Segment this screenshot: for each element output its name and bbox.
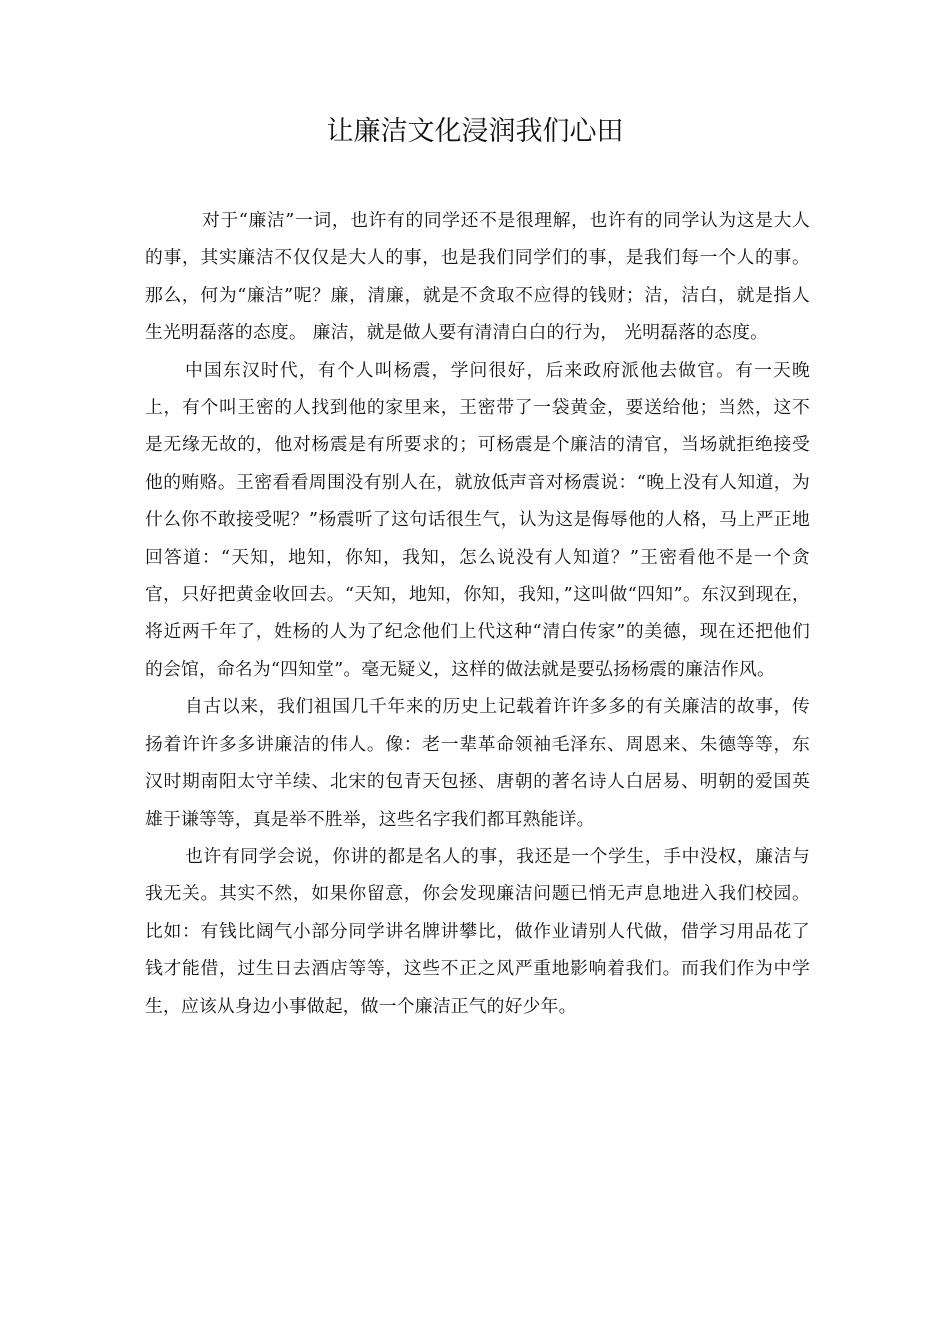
paragraph-yang-zhen-story: 中国东汉时代，有个人叫杨震，学问很好，后来政府派他去做官。有一天晚上，有个叫王密的人找到他的家里来，王密带了一袋黄金，要送给他；当然，这不是无缘无故的，他对杨震是有所要求的；可杨震是个廉洁的清官，当场就拒绝接受他的贿赂。王密看看周围没有别人在，就放低声音对杨震说：“晚上没有人知道，为什么你不敢接受呢？”杨震听了这句话很生气，认为这是侮辱他的人格，马上严正地回答道：“天知，地知，你知，我知，怎么说没有人知道？”王密看他不是一个贪官，只好把黄金收回去。“天知，地知，你知，我知，”这叫做“四知”。东汉到现在，将近两千年了，姓杨的人为了纪念他们上代这种“清白传家”的美德，现在还把他们的会馆，命名为“四知堂”。毫无疑义，这样的做法就是要弘扬杨震的廉洁作风。 — [145, 359, 810, 680]
paragraph-students: 也许有同学会说，你讲的都是名人的事，我还是一个学生，手中没权，廉洁与我无关。其实不然，如果你留意，你会发现廉洁问题已悄无声息地进入我们校园。比如：有钱比阔气小部分同学讲名牌讲攀比，做作业请别人代做，借学习用品花了钱才能借，过生日去酒店等等，这些不正之风严重地影响着我们。而我们作为中学生，应该从身边小事做起，做一个廉洁正气的好少年。 — [145, 845, 810, 1017]
paragraph-intro: 对于“廉洁”一词，也许有的同学还不是很理解，也许有的同学认为这是大人的事，其实廉洁不仅仅是大人的事，也是我们同学们的事，是我们每一个人的事。那么，何为“廉洁”呢？廉，清廉，就是不贪取不应得的钱财；洁，洁白，就是指人生光明磊落的态度。 廉洁，就是做人要有清清白白的行为， 光明磊落的态度。 — [145, 210, 810, 344]
document-body — [145, 202, 810, 1025]
document-title: 让廉洁文化浸润我们心田 — [326, 116, 624, 147]
paragraph-historical-figures: 自古以来，我们祖国几千年来的历史上记载着许许多多的有关廉洁的故事，传扬着许许多多讲廉洁的伟人。像：老一辈革命领袖毛泽东、周恩来、朱德等等，东汉时期南阳太守羊续、北宋的包青天包拯、唐朝的著名诗人白居易、明朝的爱国英雄于谦等等，真是举不胜举，这些名字我们都耳熟能详。 — [145, 696, 810, 830]
